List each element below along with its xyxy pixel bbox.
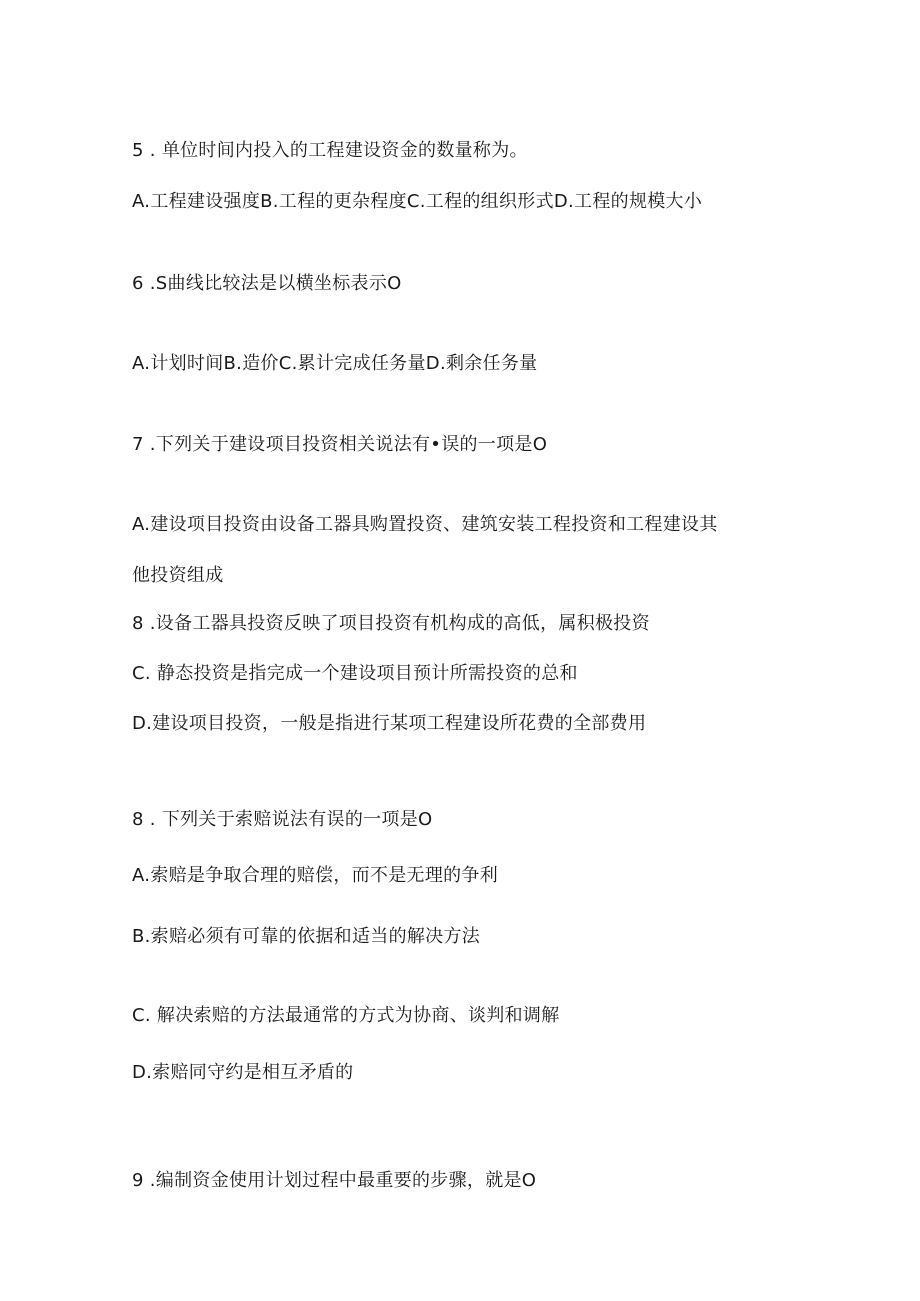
question-5-options: A.工程建设强度B.工程的更杂程度C.工程的组织形式D.工程的规模大小 [132, 191, 703, 212]
question-7-option-a: A.建设项目投资由设备工器具购置投资、建筑安装工程投资和工程建设其 [132, 514, 718, 535]
question-7-option-d: D.建设项目投资，一般是指进行某项工程建设所花费的全部费用 [132, 713, 647, 734]
question-7-option-c: C. 静态投资是指完成一个建设项目预计所需投资的总和 [132, 663, 578, 684]
question-6-stem: 6 .S曲线比较法是以横坐标表示O [132, 273, 402, 294]
question-5-stem: 5 . 单位时间内投入的工程建设资金的数量称为。 [132, 140, 528, 161]
question-8-option-a: A.索赔是争取合理的赔偿，而不是无理的争利 [132, 865, 499, 886]
question-7-stem: 7 .下列关于建设项目投资相关说法有•误的一项是O [132, 434, 548, 455]
question-7-option-a-continued: 他投资组成 [132, 565, 224, 586]
question-9-stem: 9 .编制资金使用计划过程中最重要的步骤，就是O [132, 1170, 537, 1191]
question-8-stem: 8 . 下列关于索赔说法有误的一项是O [132, 809, 433, 830]
question-8-option-b: B.索赔必须有可靠的依据和适当的解决方法 [132, 926, 481, 947]
question-8-option-c: C. 解决索赔的方法最通常的方式为协商、谈判和调解 [132, 1005, 560, 1026]
question-7-option-b: 8 .设备工器具投资反映了项目投资有机构成的高低，属积极投资 [132, 613, 650, 634]
question-8-option-d: D.索赔同守约是相互矛盾的 [132, 1062, 354, 1083]
question-6-options: A.计划时间B.造价C.累计完成任务量D.剩余任务量 [132, 353, 538, 374]
